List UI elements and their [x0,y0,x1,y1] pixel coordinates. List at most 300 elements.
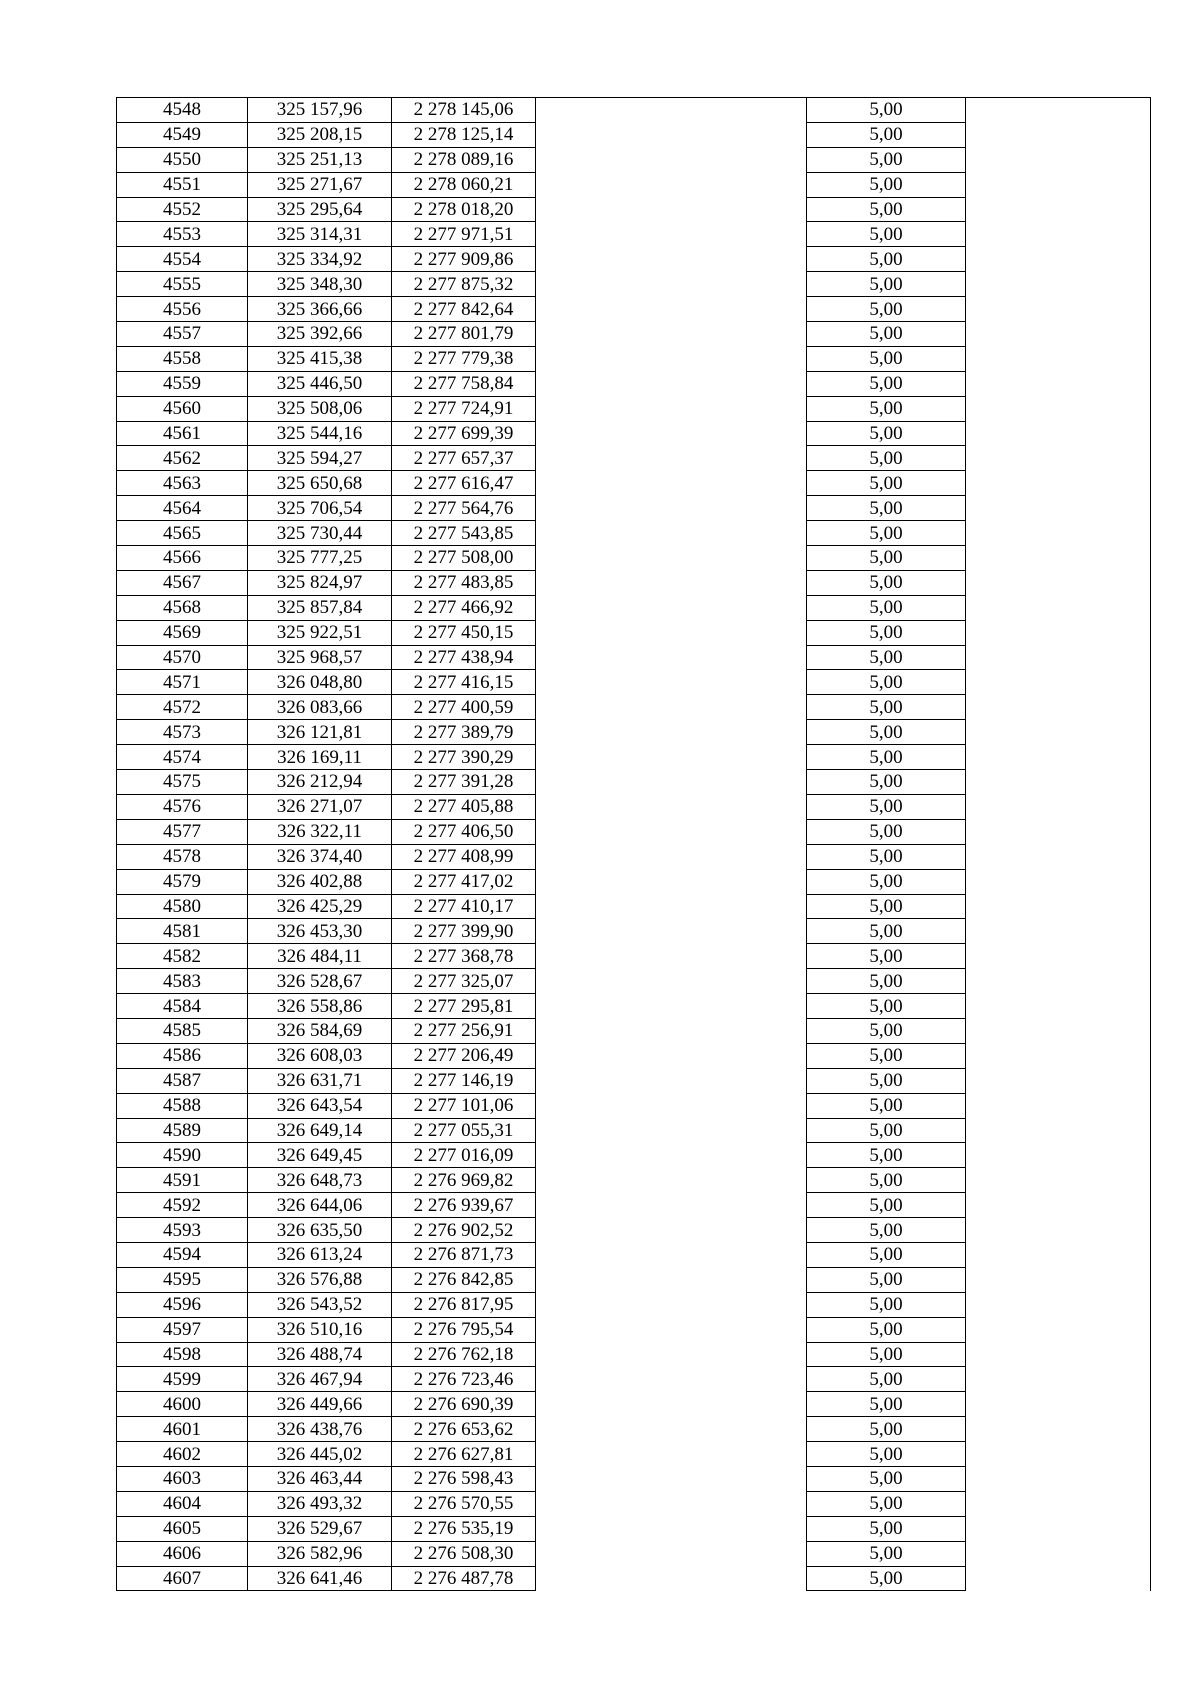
value-cell: 5,00 [807,969,966,994]
table-row [117,570,1151,595]
empty-cell [966,222,1151,247]
empty-cell [966,396,1151,421]
y-coordinate-cell: 2 277 699,39 [392,421,536,446]
empty-cell [536,1118,807,1143]
empty-cell [966,272,1151,297]
table-row [117,1143,1151,1168]
empty-cell [966,147,1151,172]
table-row [117,172,1151,197]
empty-cell [966,894,1151,919]
empty-cell [536,1093,807,1118]
y-coordinate-cell: 2 277 724,91 [392,396,536,421]
empty-cell [966,521,1151,546]
x-coordinate-cell: 325 857,84 [248,595,392,620]
point-number-cell: 4599 [117,1367,248,1392]
y-coordinate-cell: 2 277 295,81 [392,994,536,1019]
y-coordinate-cell: 2 278 089,16 [392,147,536,172]
y-coordinate-cell: 2 276 570,55 [392,1491,536,1516]
empty-cell [966,1242,1151,1267]
empty-cell [966,570,1151,595]
table-row [117,272,1151,297]
point-number-cell: 4565 [117,521,248,546]
point-number-cell: 4573 [117,720,248,745]
empty-cell [536,1317,807,1342]
value-cell: 5,00 [807,1143,966,1168]
table-row [117,122,1151,147]
value-cell: 5,00 [807,595,966,620]
empty-cell [536,371,807,396]
y-coordinate-cell: 2 276 762,18 [392,1342,536,1367]
point-number-cell: 4582 [117,944,248,969]
table-row [117,1566,1151,1591]
empty-cell [966,546,1151,571]
table-row [117,1193,1151,1218]
y-coordinate-cell: 2 278 018,20 [392,197,536,222]
table-row [117,819,1151,844]
y-coordinate-cell: 2 276 795,54 [392,1317,536,1342]
empty-cell [966,371,1151,396]
empty-cell [966,1541,1151,1566]
x-coordinate-cell: 326 445,02 [248,1442,392,1467]
value-cell: 5,00 [807,670,966,695]
x-coordinate-cell: 325 968,57 [248,645,392,670]
y-coordinate-cell: 2 277 256,91 [392,1018,536,1043]
value-cell: 5,00 [807,98,966,123]
empty-cell [536,1068,807,1093]
empty-cell [536,521,807,546]
x-coordinate-cell: 326 543,52 [248,1292,392,1317]
value-cell: 5,00 [807,1566,966,1591]
point-number-cell: 4559 [117,371,248,396]
empty-cell [966,297,1151,322]
x-coordinate-cell: 326 644,06 [248,1193,392,1218]
y-coordinate-cell: 2 277 508,00 [392,546,536,571]
x-coordinate-cell: 326 425,29 [248,894,392,919]
empty-cell [966,1566,1151,1591]
empty-cell [536,944,807,969]
empty-cell [536,969,807,994]
table-row [117,745,1151,770]
x-coordinate-cell: 326 484,11 [248,944,392,969]
value-cell: 5,00 [807,919,966,944]
empty-cell [536,247,807,272]
y-coordinate-cell: 2 277 390,29 [392,745,536,770]
y-coordinate-cell: 2 277 389,79 [392,720,536,745]
value-cell: 5,00 [807,1168,966,1193]
empty-cell [536,869,807,894]
value-cell: 5,00 [807,1118,966,1143]
empty-cell [966,1093,1151,1118]
value-cell: 5,00 [807,570,966,595]
point-number-cell: 4552 [117,197,248,222]
value-cell: 5,00 [807,1367,966,1392]
y-coordinate-cell: 2 276 842,85 [392,1267,536,1292]
empty-cell [536,396,807,421]
value-cell: 5,00 [807,1466,966,1491]
x-coordinate-cell: 325 271,67 [248,172,392,197]
table-row [117,446,1151,471]
point-number-cell: 4561 [117,421,248,446]
y-coordinate-cell: 2 276 690,39 [392,1392,536,1417]
y-coordinate-cell: 2 277 616,47 [392,471,536,496]
empty-cell [536,322,807,347]
empty-cell [966,844,1151,869]
empty-cell [536,819,807,844]
table-row [117,1392,1151,1417]
point-number-cell: 4595 [117,1267,248,1292]
empty-cell [966,1516,1151,1541]
empty-cell [536,844,807,869]
table-row [117,695,1151,720]
x-coordinate-cell: 325 208,15 [248,122,392,147]
y-coordinate-cell: 2 277 758,84 [392,371,536,396]
empty-cell [966,645,1151,670]
x-coordinate-cell: 325 706,54 [248,496,392,521]
value-cell: 5,00 [807,645,966,670]
x-coordinate-cell: 326 048,80 [248,670,392,695]
y-coordinate-cell: 2 276 723,46 [392,1367,536,1392]
table-row [117,794,1151,819]
point-number-cell: 4574 [117,745,248,770]
table-row [117,371,1151,396]
x-coordinate-cell: 325 446,50 [248,371,392,396]
value-cell: 5,00 [807,1267,966,1292]
empty-cell [536,1267,807,1292]
point-number-cell: 4578 [117,844,248,869]
table-row [117,1442,1151,1467]
point-number-cell: 4577 [117,819,248,844]
y-coordinate-cell: 2 277 657,37 [392,446,536,471]
point-number-cell: 4548 [117,98,248,123]
empty-cell [966,1193,1151,1218]
value-cell: 5,00 [807,247,966,272]
value-cell: 5,00 [807,720,966,745]
empty-cell [536,1417,807,1442]
x-coordinate-cell: 325 314,31 [248,222,392,247]
point-number-cell: 4564 [117,496,248,521]
x-coordinate-cell: 325 415,38 [248,346,392,371]
value-cell: 5,00 [807,1317,966,1342]
empty-cell [536,147,807,172]
x-coordinate-cell: 326 169,11 [248,745,392,770]
empty-cell [966,794,1151,819]
value-cell: 5,00 [807,322,966,347]
table-row [117,1168,1151,1193]
table-row [117,1068,1151,1093]
x-coordinate-cell: 326 528,67 [248,969,392,994]
point-number-cell: 4585 [117,1018,248,1043]
point-number-cell: 4557 [117,322,248,347]
point-number-cell: 4602 [117,1442,248,1467]
empty-cell [966,1168,1151,1193]
x-coordinate-cell: 326 529,67 [248,1516,392,1541]
point-number-cell: 4558 [117,346,248,371]
x-coordinate-cell: 325 777,25 [248,546,392,571]
point-number-cell: 4594 [117,1242,248,1267]
point-number-cell: 4597 [117,1317,248,1342]
point-number-cell: 4551 [117,172,248,197]
empty-cell [966,471,1151,496]
point-number-cell: 4604 [117,1491,248,1516]
y-coordinate-cell: 2 276 969,82 [392,1168,536,1193]
empty-cell [536,794,807,819]
table-row [117,969,1151,994]
value-cell: 5,00 [807,819,966,844]
x-coordinate-cell: 326 584,69 [248,1018,392,1043]
y-coordinate-cell: 2 277 146,19 [392,1068,536,1093]
empty-cell [536,1292,807,1317]
table-row [117,1118,1151,1143]
table-row [117,396,1151,421]
table-row [117,1317,1151,1342]
point-number-cell: 4562 [117,446,248,471]
value-cell: 5,00 [807,620,966,645]
empty-cell [966,1018,1151,1043]
y-coordinate-cell: 2 276 508,30 [392,1541,536,1566]
y-coordinate-cell: 2 276 535,19 [392,1516,536,1541]
y-coordinate-cell: 2 278 060,21 [392,172,536,197]
empty-cell [536,570,807,595]
table-row [117,247,1151,272]
point-number-cell: 4556 [117,297,248,322]
y-coordinate-cell: 2 277 368,78 [392,944,536,969]
table-row [117,1342,1151,1367]
empty-cell [966,695,1151,720]
x-coordinate-cell: 325 334,92 [248,247,392,272]
empty-cell [966,122,1151,147]
y-coordinate-cell: 2 277 564,76 [392,496,536,521]
empty-cell [536,1392,807,1417]
table-row [117,720,1151,745]
point-number-cell: 4596 [117,1292,248,1317]
point-number-cell: 4598 [117,1342,248,1367]
empty-cell [966,919,1151,944]
value-cell: 5,00 [807,346,966,371]
value-cell: 5,00 [807,894,966,919]
y-coordinate-cell: 2 277 408,99 [392,844,536,869]
table-row [117,670,1151,695]
table-row [117,869,1151,894]
y-coordinate-cell: 2 277 971,51 [392,222,536,247]
empty-cell [966,1267,1151,1292]
x-coordinate-cell: 326 613,24 [248,1242,392,1267]
point-number-cell: 4576 [117,794,248,819]
y-coordinate-cell: 2 277 466,92 [392,595,536,620]
value-cell: 5,00 [807,197,966,222]
value-cell: 5,00 [807,1491,966,1516]
value-cell: 5,00 [807,1417,966,1442]
value-cell: 5,00 [807,496,966,521]
value-cell: 5,00 [807,1193,966,1218]
empty-cell [966,322,1151,347]
empty-cell [966,1143,1151,1168]
table-row [117,1043,1151,1068]
value-cell: 5,00 [807,471,966,496]
table-row [117,496,1151,521]
empty-cell [536,446,807,471]
point-number-cell: 4563 [117,471,248,496]
value-cell: 5,00 [807,1218,966,1243]
point-number-cell: 4549 [117,122,248,147]
value-cell: 5,00 [807,1068,966,1093]
value-cell: 5,00 [807,794,966,819]
empty-cell [966,1491,1151,1516]
x-coordinate-cell: 326 402,88 [248,869,392,894]
point-number-cell: 4586 [117,1043,248,1068]
empty-cell [536,1442,807,1467]
value-cell: 5,00 [807,1442,966,1467]
y-coordinate-cell: 2 278 125,14 [392,122,536,147]
empty-cell [966,496,1151,521]
x-coordinate-cell: 326 558,86 [248,994,392,1019]
value-cell: 5,00 [807,122,966,147]
point-number-cell: 4591 [117,1168,248,1193]
empty-cell [536,770,807,795]
value-cell: 5,00 [807,371,966,396]
y-coordinate-cell: 2 277 101,06 [392,1093,536,1118]
empty-cell [966,1342,1151,1367]
table-row [117,919,1151,944]
empty-cell [536,1367,807,1392]
point-number-cell: 4592 [117,1193,248,1218]
y-coordinate-cell: 2 277 483,85 [392,570,536,595]
empty-cell [966,620,1151,645]
empty-cell [966,197,1151,222]
point-number-cell: 4603 [117,1466,248,1491]
y-coordinate-cell: 2 277 779,38 [392,346,536,371]
x-coordinate-cell: 326 453,30 [248,919,392,944]
y-coordinate-cell: 2 277 417,02 [392,869,536,894]
value-cell: 5,00 [807,172,966,197]
value-cell: 5,00 [807,521,966,546]
table-row [117,994,1151,1019]
empty-cell [536,695,807,720]
value-cell: 5,00 [807,1541,966,1566]
value-cell: 5,00 [807,1292,966,1317]
table-row [117,1093,1151,1118]
x-coordinate-cell: 326 576,88 [248,1267,392,1292]
table-row [117,1417,1151,1442]
x-coordinate-cell: 325 650,68 [248,471,392,496]
y-coordinate-cell: 2 276 487,78 [392,1566,536,1591]
y-coordinate-cell: 2 277 450,15 [392,620,536,645]
point-number-cell: 4550 [117,147,248,172]
empty-cell [536,1193,807,1218]
x-coordinate-cell: 325 251,13 [248,147,392,172]
x-coordinate-cell: 326 631,71 [248,1068,392,1093]
value-cell: 5,00 [807,994,966,1019]
value-cell: 5,00 [807,1516,966,1541]
x-coordinate-cell: 326 488,74 [248,1342,392,1367]
x-coordinate-cell: 326 322,11 [248,819,392,844]
value-cell: 5,00 [807,272,966,297]
empty-cell [536,346,807,371]
value-cell: 5,00 [807,944,966,969]
empty-cell [536,546,807,571]
empty-cell [536,595,807,620]
value-cell: 5,00 [807,147,966,172]
point-number-cell: 4581 [117,919,248,944]
empty-cell [536,272,807,297]
empty-cell [966,819,1151,844]
x-coordinate-cell: 326 271,07 [248,794,392,819]
empty-cell [966,969,1151,994]
y-coordinate-cell: 2 277 325,07 [392,969,536,994]
value-cell: 5,00 [807,844,966,869]
x-coordinate-cell: 326 649,14 [248,1118,392,1143]
y-coordinate-cell: 2 277 875,32 [392,272,536,297]
empty-cell [966,1043,1151,1068]
empty-cell [536,645,807,670]
empty-cell [966,247,1151,272]
empty-cell [536,1143,807,1168]
table-row [117,546,1151,571]
point-number-cell: 4606 [117,1541,248,1566]
value-cell: 5,00 [807,546,966,571]
x-coordinate-cell: 325 295,64 [248,197,392,222]
table-row [117,421,1151,446]
value-cell: 5,00 [807,770,966,795]
point-number-cell: 4570 [117,645,248,670]
y-coordinate-cell: 2 277 842,64 [392,297,536,322]
empty-cell [536,1168,807,1193]
empty-cell [536,1491,807,1516]
point-number-cell: 4587 [117,1068,248,1093]
table-row [117,346,1151,371]
value-cell: 5,00 [807,446,966,471]
value-cell: 5,00 [807,869,966,894]
empty-cell [966,1118,1151,1143]
table-row [117,1516,1151,1541]
value-cell: 5,00 [807,1392,966,1417]
value-cell: 5,00 [807,1093,966,1118]
y-coordinate-cell: 2 277 406,50 [392,819,536,844]
coordinates-table [116,97,1151,1591]
empty-cell [966,994,1151,1019]
empty-cell [536,894,807,919]
empty-cell [536,994,807,1019]
table-row [117,1292,1151,1317]
point-number-cell: 4580 [117,894,248,919]
x-coordinate-cell: 325 348,30 [248,272,392,297]
empty-cell [536,1218,807,1243]
y-coordinate-cell: 2 277 909,86 [392,247,536,272]
value-cell: 5,00 [807,745,966,770]
point-number-cell: 4584 [117,994,248,1019]
empty-cell [966,1068,1151,1093]
table-row [117,770,1151,795]
table-row [117,297,1151,322]
table-row [117,894,1151,919]
point-number-cell: 4607 [117,1566,248,1591]
point-number-cell: 4554 [117,247,248,272]
point-number-cell: 4555 [117,272,248,297]
empty-cell [966,1442,1151,1467]
x-coordinate-cell: 325 157,96 [248,98,392,123]
x-coordinate-cell: 326 438,76 [248,1417,392,1442]
empty-cell [536,745,807,770]
y-coordinate-cell: 2 277 405,88 [392,794,536,819]
x-coordinate-cell: 326 493,32 [248,1491,392,1516]
empty-cell [536,496,807,521]
empty-cell [536,620,807,645]
point-number-cell: 4572 [117,695,248,720]
x-coordinate-cell: 326 463,44 [248,1466,392,1491]
x-coordinate-cell: 326 374,40 [248,844,392,869]
empty-cell [966,446,1151,471]
x-coordinate-cell: 326 648,73 [248,1168,392,1193]
x-coordinate-cell: 325 392,66 [248,322,392,347]
